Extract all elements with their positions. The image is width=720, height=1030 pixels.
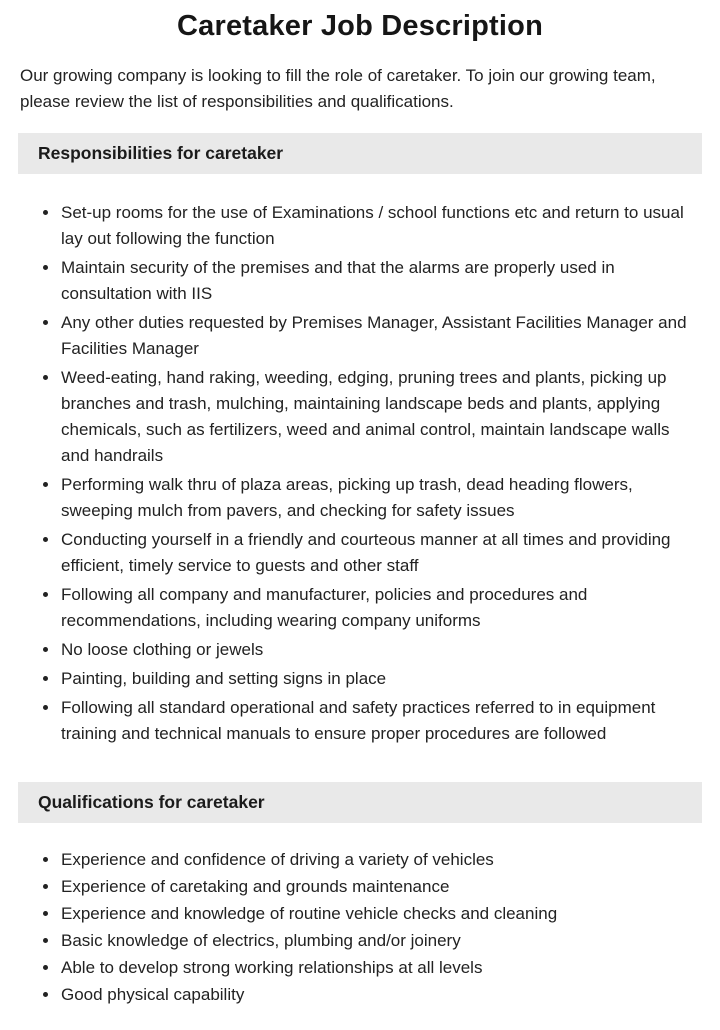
list-item: • Maintain security of the premises and that the alarms are properly used in consultation with IIS <box>60 255 702 307</box>
list-item: • Basic knowledge of electrics, plumbing and/or joinery <box>60 928 702 954</box>
list-item: • Experience and confidence of driving a variety of vehicles <box>60 847 702 873</box>
section-spacer <box>18 750 702 764</box>
section-heading-label: Qualifications for caretaker <box>38 792 265 812</box>
list-item: • Good physical capability <box>60 982 702 1008</box>
list-item: • Any other duties requested by Premises Manager, Assistant Facilities Manager and Facilities Manager <box>60 310 702 362</box>
list-item: • Experience and knowledge of routine vehicle checks and cleaning <box>60 901 702 927</box>
list-item: • Following all company and manufacturer, policies and procedures and recommendations, including wearing company uniforms <box>60 582 702 634</box>
section-heading-label: Responsibilities for caretaker <box>38 143 284 163</box>
intro-paragraph: Our growing company is looking to fill the role of caretaker. To join our growing team, please review the list of responsibilities and qualifications. <box>20 66 656 111</box>
list-item: • Following all standard operational and safety practices referred to in equipment training and technical manuals to ensure proper procedures are followed <box>60 695 702 747</box>
list-item: • Performing walk thru of plaza areas, picking up trash, dead heading flowers, sweeping mulch from pavers, and checking for safety issues <box>60 472 702 524</box>
list-item: • Experience of caretaking and grounds maintenance <box>60 874 702 900</box>
list-item: • Painting, building and setting signs in place <box>60 666 702 692</box>
list-item: • Set-up rooms for the use of Examinations / school functions etc and return to usual lay out following the function <box>60 200 702 252</box>
page-title: Caretaker Job Description <box>176 10 543 42</box>
section-header-responsibilities <box>18 133 702 174</box>
list-item: • Weed-eating, hand raking, weeding, edging, pruning trees and plants, picking up branches and trash, mulching, maintaining landscape beds and plants, applying chemicals, such as fertilizers, weed and animal control, maintain landscape walls and handrails <box>60 365 702 469</box>
list-item: • Conducting yourself in a friendly and courteous manner at all times and providing efficient, timely service to guests and other staff <box>60 527 702 579</box>
responsibilities-list <box>18 200 702 747</box>
list-item: • No loose clothing or jewels <box>60 637 702 663</box>
section-header-qualifications <box>18 782 702 823</box>
qualifications-list <box>18 847 702 1008</box>
list-item: • Able to develop strong working relationships at all levels <box>60 955 702 981</box>
